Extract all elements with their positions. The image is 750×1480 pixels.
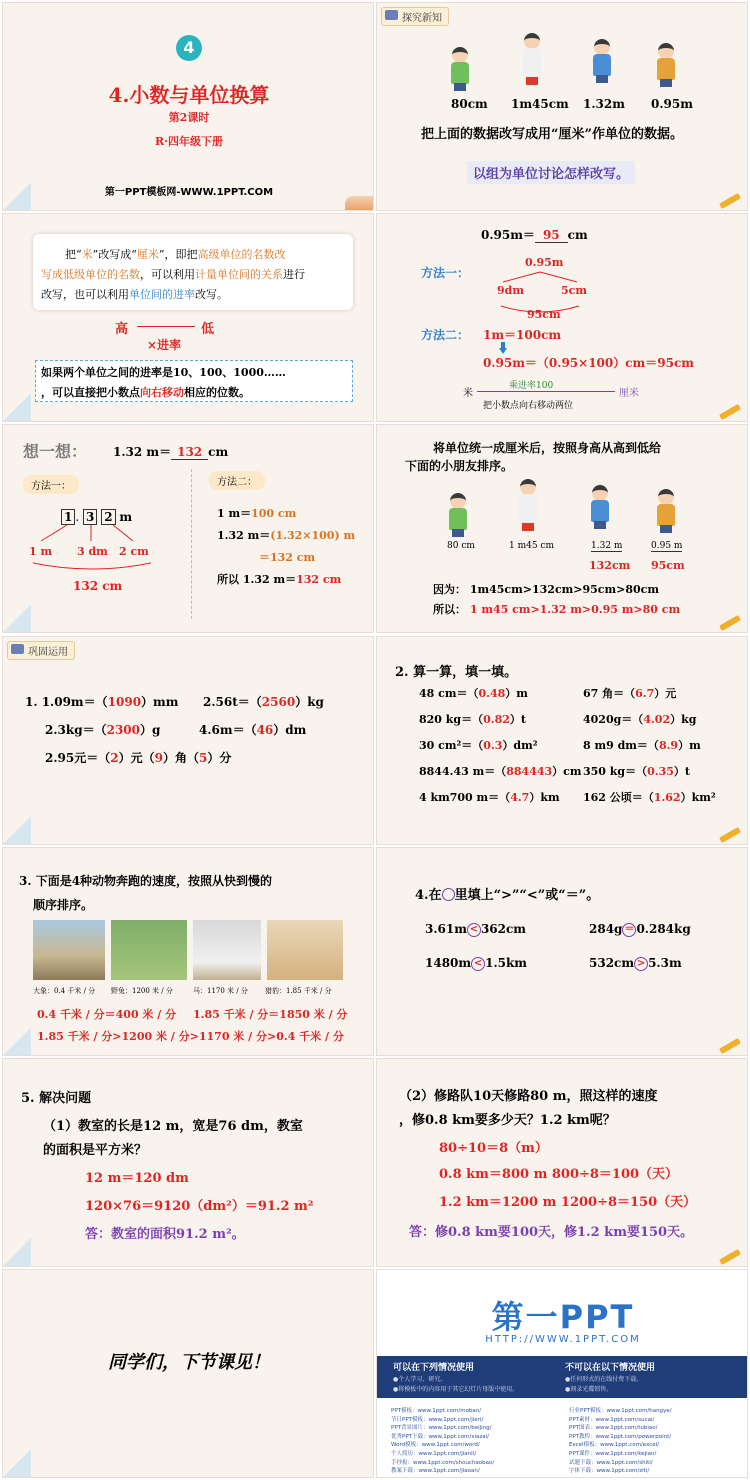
corner-decoration (3, 1238, 31, 1266)
converted-value: 95cm (651, 559, 685, 572)
answer-line: 120×76＝9120（dm²）＝91.2 m² (85, 1199, 314, 1214)
step-line: 所以 1.32 m＝132 cm (217, 573, 342, 586)
fill-row: 350 kg＝（0.35）t (583, 765, 690, 778)
part-cm: 2 cm (119, 545, 149, 558)
exercise-title: 2. 算一算，填一填。 (395, 665, 518, 680)
slide-animals (2, 847, 374, 1056)
slide-think (2, 424, 374, 633)
part-dm: 9dm (497, 284, 524, 297)
slide-fill (376, 636, 748, 845)
question-text: 顺序排序。 (33, 898, 94, 912)
can-heading: 可以在下列情况使用 (393, 1363, 475, 1373)
low-label: 低 (201, 322, 215, 337)
answer-line: 1.85 千米 / 分＝1850 米 / 分 (193, 1008, 348, 1021)
height-value: 80cm (451, 97, 488, 111)
resource-link[interactable]: PPT图表：www.1ppt.com/tubiao/ (569, 1425, 658, 1432)
slide-rule (2, 213, 374, 422)
final-answer: 答：修0.8 km要100天，修1.2 km要150天。 (409, 1225, 694, 1240)
corner-decoration (3, 604, 31, 632)
horse-image (193, 920, 261, 980)
slide-practice (2, 636, 374, 845)
exercise-row: 2.95元＝（2）元（9）角（5）分 (45, 751, 232, 765)
rate-label: ×进率 (147, 338, 182, 352)
circle-icon (442, 888, 455, 901)
fill-row: 48 cm＝（0.48）m (419, 687, 528, 700)
cant-item: ●任何形式的在线付费下载。 (565, 1376, 643, 1383)
fill-row: 8844.43 m＝（884443）cm (419, 765, 582, 778)
pencil-decoration (719, 615, 741, 631)
digit-row: 1 . 3 2 m (61, 509, 132, 525)
slide-goodbye (2, 1269, 374, 1478)
comparison-sign: < (471, 957, 485, 971)
unit-cm: 厘米 (619, 388, 639, 399)
exercise-row: 4.6m＝（46）dm (199, 723, 307, 737)
section-tag: 巩固运用 (7, 641, 75, 660)
method-one-label: 方法一： (23, 475, 79, 494)
section-tag: 探究新知 (381, 7, 449, 26)
think-label: 想一想： (23, 442, 88, 461)
equation: 1.32 m＝ 132 cm (113, 445, 229, 459)
speed-caption: 猎豹：1.85 千米 / 分 (265, 987, 332, 995)
resource-link[interactable]: 行业PPT模板：www.1ppt.com/hangye/ (569, 1408, 672, 1414)
equation: 0.95m＝ 95 cm (481, 228, 588, 242)
unit-meter: 米 (463, 388, 473, 399)
answer-line: 12 m＝120 dm (85, 1171, 189, 1186)
conversion-fact: 1m＝100cm (483, 328, 562, 342)
lesson-badge: 4 (176, 35, 202, 61)
conversion-calc: 0.95m＝（0.95×100）cm＝95cm (483, 356, 694, 370)
rule-line: 改写，也可以利用单位间的进率改写。 (41, 288, 228, 301)
rate-text: 乘进率100 (509, 381, 554, 391)
child-figure (517, 479, 539, 537)
question-text: 的面积是平方米？ (43, 1143, 148, 1158)
resource-link[interactable]: 手抄报：www.1ppt.com/shouchaobao/ (391, 1459, 495, 1466)
exercise-row: 2.3kg＝（2300）g (45, 723, 161, 737)
exercise-row: 1. 1.09m＝（1090）mm (25, 695, 179, 709)
compare-row: 1480m < 1.5km (425, 956, 527, 970)
value-top: 0.95m (525, 256, 564, 269)
comparison-sign: > (634, 957, 648, 971)
slide-compare (376, 847, 748, 1056)
slide-problem-one (2, 1058, 374, 1267)
fill-row: 67 角＝（6.7）元 (583, 687, 677, 700)
cant-heading: 不可以在以下情况使用 (565, 1363, 656, 1373)
child-figure (589, 485, 611, 529)
height-value: 0.95m (651, 97, 693, 111)
question-text: 下面的小朋友排序。 (405, 459, 514, 473)
question-text: （2）修路队10天修路80 m，照这样的速度 (399, 1089, 658, 1104)
can-item: ●将模板中的内容用于其它幻灯片母版中使用。 (393, 1386, 519, 1393)
comparison-sign: ＝ (624, 924, 635, 935)
child-figure (655, 489, 677, 533)
step-line: 1 m＝100 cm (217, 507, 297, 520)
hint-text: 以组为单位讨论怎样改写。 (467, 161, 635, 184)
split-lines (495, 270, 585, 330)
exercise-title: 4.在 里填上“>”“<”或“＝”。 (415, 888, 600, 903)
pencil-decoration (719, 193, 741, 209)
question-text: 3. 下面是4种动物奔跑的速度，按照从快到慢的 (19, 874, 273, 888)
resource-link[interactable]: 教案下载：www.1ppt.com/jiaoan/ (391, 1468, 480, 1475)
child-figure (521, 33, 543, 91)
answer-line: 80÷10＝8（m） (439, 1141, 548, 1156)
brand-url: HTTP://WWW.1PPT.COM (485, 1334, 641, 1345)
speed-caption: 马：1170 米 / 分 (193, 987, 248, 995)
corner-decoration (3, 1027, 31, 1055)
answer-line: 0.4 千米 / 分＝400 米 / 分 (37, 1008, 177, 1021)
corner-decoration (345, 196, 373, 210)
sum-value: 95cm (527, 308, 561, 321)
slide-methods (376, 213, 748, 422)
pencil-decoration (719, 827, 741, 843)
rule-line: 写成低级单位的名数，可以利用计量单位间的关系进行 (41, 268, 305, 281)
total-value: 132 cm (73, 579, 123, 593)
resource-link[interactable]: 节日PPT模板：www.1ppt.com/jieri/ (391, 1416, 484, 1423)
fill-row: 162 公顷＝（1.62）km² (583, 791, 716, 804)
fill-row: 4020g＝（4.02）kg (583, 713, 697, 726)
fill-row: 4 km700 m＝（4.7）km (419, 791, 560, 804)
exercise-row: 2.56t＝（2560）kg (203, 695, 324, 709)
resource-link[interactable]: PPT背景图片：www.1ppt.com/beijing/ (391, 1425, 492, 1432)
height-value: 1.32 m (591, 541, 623, 551)
corner-decoration (3, 1449, 31, 1477)
high-label: 高 (115, 322, 129, 337)
child-figure (447, 493, 469, 537)
corner-decoration (3, 182, 31, 210)
slide-problem-two (376, 1058, 748, 1267)
resource-link[interactable]: Word模板：www.1ppt.com/word/ (391, 1442, 480, 1449)
page-title: 4.小数与单位换算 (108, 83, 270, 107)
child-figure (591, 39, 613, 83)
question-text: ，修0.8 km要多少天？1.2 km呢？ (399, 1113, 616, 1128)
fill-row: 30 cm²＝（0.3）dm² (419, 739, 538, 752)
comparison-sign: < (467, 923, 481, 937)
shortcut-line: 如果两个单位之间的进率是10、100、1000…… (41, 366, 286, 379)
resource-link[interactable]: 个人简历：www.1ppt.com/jianli/ (391, 1451, 477, 1457)
resource-link[interactable]: 字体下载：www.1ppt.com/ziti/ (569, 1468, 650, 1475)
brand-logo: 第一PPT (491, 1298, 635, 1336)
compare-row: 3.61m < 362cm (425, 922, 526, 936)
slide-credits (376, 1269, 748, 1478)
answer-line: 1.2 km＝1200 m 1200÷8＝150（天） (439, 1195, 697, 1210)
answer-line: 0.8 km＝800 m 800÷8＝100（天） (439, 1167, 679, 1182)
method-one-label: 方法一： (421, 266, 470, 280)
slide-title (2, 2, 374, 211)
part-m: 1 m (29, 545, 53, 558)
site-footer: 第一PPT模板网-WWW.1PPT.COM (104, 187, 274, 198)
resource-link[interactable]: 优秀PPT下载：www.1ppt.com/xiazai/ (391, 1433, 490, 1440)
resource-link[interactable]: Excel模板：www.1ppt.com/excel/ (569, 1442, 660, 1449)
can-item: ●个人学习、研究。 (393, 1376, 447, 1383)
corner-decoration (3, 393, 31, 421)
resource-link[interactable]: PPT课件：www.1ppt.com/kejian/ (569, 1451, 657, 1457)
child-figure (655, 43, 677, 87)
method-two-label: 方法二： (209, 471, 265, 490)
slide-sort (376, 424, 748, 633)
question-text: 将单位统一成厘米后，按照身高从高到低给 (433, 441, 662, 455)
cant-item: ●刻录光碟销售。 (565, 1386, 613, 1393)
shortcut-line: ，可以直接把小数点向右移动相应的位数。 (41, 386, 250, 399)
method-two-label: 方法二： (421, 328, 470, 342)
grade-label: R·四年级下册 (155, 135, 223, 148)
rule-line: 把“米”改写成“厘米”，即把高级单位的名数改 (65, 248, 286, 261)
step-line: 1.32 m＝(1.32×100) m (217, 529, 356, 542)
shift-text: 把小数点向右移动两位 (483, 401, 574, 411)
height-value: 1m45cm (511, 97, 569, 111)
arrow (137, 326, 195, 327)
section-heading: 5. 解决问题 (21, 1091, 92, 1106)
step-line: ＝132 cm (259, 551, 316, 564)
speed-caption: 大象：0.4 千米 / 分 (33, 987, 96, 995)
goodbye-text: 同学们，下节课见！ (108, 1352, 270, 1373)
speed-caption: 野兔：1200 米 / 分 (111, 987, 173, 995)
question-text: （1）教室的长是12 m，宽是76 dm，教室 (43, 1119, 303, 1134)
height-value: 80 cm (447, 541, 475, 551)
resource-link[interactable]: PPT模板：www.1ppt.com/moban/ (391, 1408, 482, 1414)
part-dm: 3 dm (77, 545, 108, 558)
part-cm: 5cm (561, 284, 587, 297)
cheetah-image (267, 920, 343, 980)
height-value: 0.95 m (651, 541, 683, 551)
divider (191, 469, 192, 619)
arrow (477, 391, 615, 392)
resource-link[interactable]: PPT素材：www.1ppt.com/sucai/ (569, 1416, 655, 1423)
fill-row: 820 kg＝（0.82）t (419, 713, 526, 726)
pencil-decoration (719, 1038, 741, 1054)
because-line: 因为： 1m45cm>132cm>95cm>80cm (433, 583, 660, 596)
question-text: 把上面的数据改写成用“厘米”作单位的数据。 (421, 127, 683, 142)
compare-row: 284g ＝ 0.284kg (589, 922, 691, 936)
height-value: 1 m45 cm (509, 541, 555, 551)
lesson-subtitle: 第2课时 (168, 111, 210, 124)
therefore-line: 所以： 1 m45 cm>1.32 m>0.95 m>80 cm (433, 603, 681, 616)
child-figure (449, 47, 471, 91)
final-answer: 答：教室的面积91.2 m²。 (85, 1227, 245, 1242)
hare-image (111, 920, 187, 980)
resource-link[interactable]: PPT教程：www.1ppt.com/powerpoint/ (569, 1433, 672, 1440)
pencil-decoration (719, 1249, 741, 1265)
fill-row: 8 m9 dm＝（8.9）m (583, 739, 701, 752)
compare-row: 532cm > 5.3m (589, 956, 682, 970)
height-value: 1.32m (583, 97, 625, 111)
elephant-image (33, 920, 105, 980)
converted-value: 132cm (589, 559, 631, 572)
down-arrow-icon (499, 342, 507, 354)
resource-link[interactable]: 试题下载：www.1ppt.com/shiti/ (569, 1459, 653, 1466)
slide-explore (376, 2, 748, 211)
pencil-decoration (719, 404, 741, 420)
corner-decoration (3, 816, 31, 844)
answer-line: 1.85 千米 / 分>1200 米 / 分>1170 米 / 分>0.4 千米 / 分 (37, 1030, 344, 1043)
